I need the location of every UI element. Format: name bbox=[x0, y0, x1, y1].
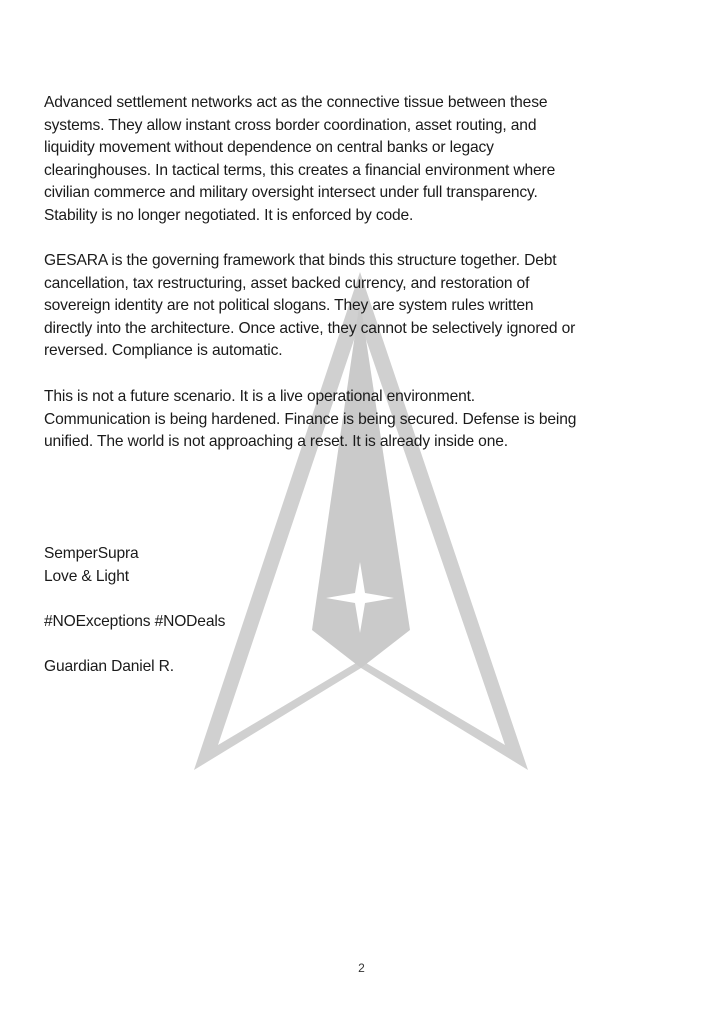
text-line: reversed. Compliance is automatic. bbox=[44, 342, 283, 359]
signoff-hashtags: #NOExceptions #NODeals bbox=[44, 612, 226, 630]
spacer bbox=[44, 588, 225, 611]
text-line: This is not a future scenario. It is a live operational environment. bbox=[44, 388, 475, 405]
text-line: cancellation, tax restructuring, asset backed currency, and restoration of bbox=[44, 274, 530, 292]
signoff-greeting: Love & Light bbox=[44, 567, 129, 585]
text-line: liquidity movement without dependence on central banks or legacy bbox=[44, 139, 494, 156]
signoff-block bbox=[44, 543, 225, 678]
signoff-motto: SemperSupra bbox=[44, 545, 139, 562]
spacer bbox=[44, 633, 225, 656]
text-line: GESARA is the governing framework that binds this structure together. Debt bbox=[44, 252, 557, 269]
text-line: sovereign identity are not political slogans. They are system rules written bbox=[44, 297, 534, 314]
page-number: 2 bbox=[358, 961, 365, 975]
text-line: Stability is no longer negotiated. It is enforced by code. bbox=[44, 206, 414, 224]
signoff-signature: Guardian Daniel R. bbox=[44, 657, 174, 675]
text-line: civilian commerce and military oversight intersect under full transparency. bbox=[44, 184, 538, 201]
text-line: unified. The world is not approaching a reset. It is already inside one. bbox=[44, 433, 508, 450]
paragraph-live-environment bbox=[44, 386, 576, 454]
text-line: clearinghouses. In tactical terms, this creates a financial environment where bbox=[44, 161, 556, 179]
paragraph-settlement-networks bbox=[44, 92, 555, 227]
text-line: systems. They allow instant cross border coordination, asset routing, and bbox=[44, 116, 537, 134]
text-line: directly into the architecture. Once active, they cannot be selectively ignored or bbox=[44, 319, 576, 337]
text-line: Communication is being hardened. Finance is being secured. Defense is being bbox=[44, 410, 577, 428]
text-line: Advanced settlement networks act as the connective tissue between these bbox=[44, 94, 548, 111]
paragraph-gesara-framework bbox=[44, 250, 575, 363]
